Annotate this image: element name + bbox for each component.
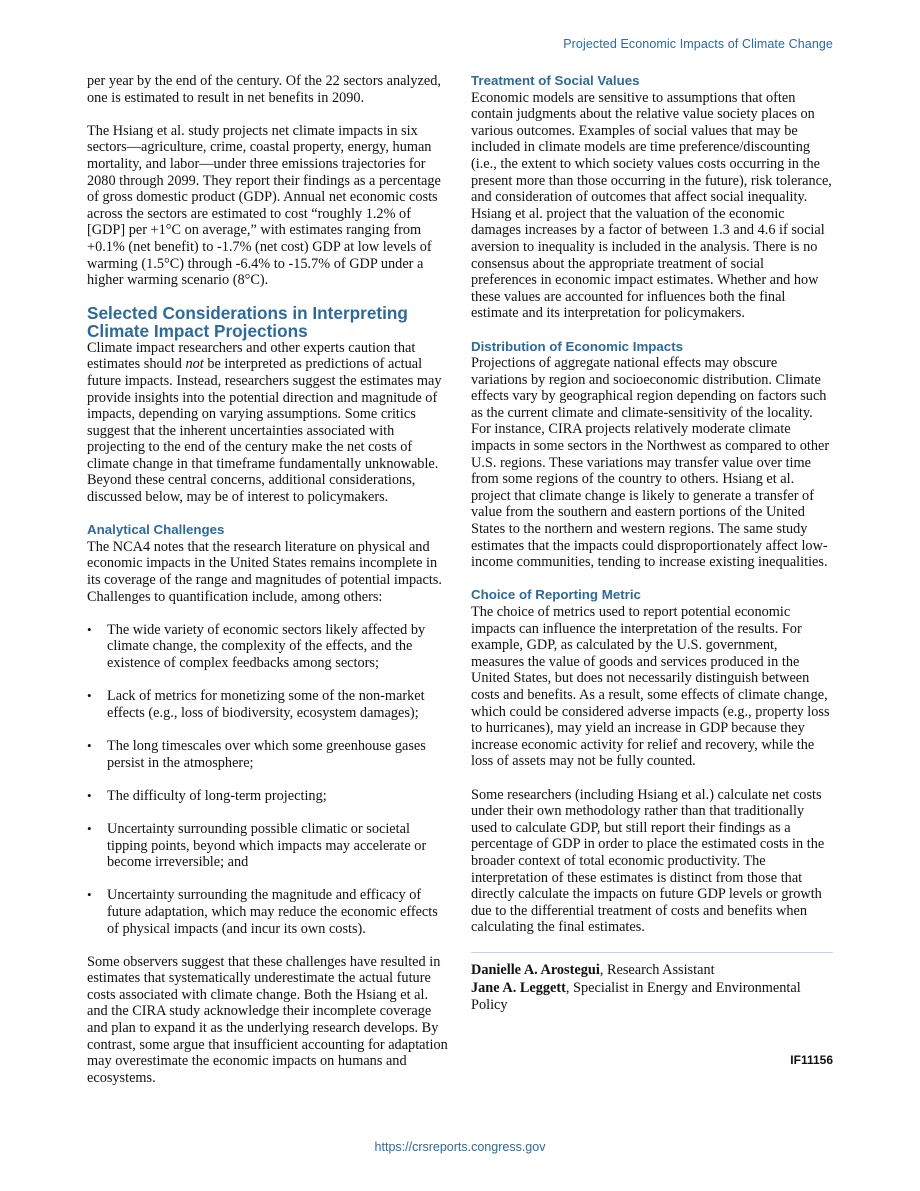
- emphasis-not: not: [185, 356, 204, 373]
- paragraph-observers: Some observers suggest that these challenges have resulted in estimates that systematically underestimate the actual future costs associated with climate change. Both the Hsiang et al. and the CIRA study acknowledge their incomplete coverage and plan to expand it as the underlying research develops. By contrast, some argue that insufficient accounting for adaptation may overestimate the economic impacts on humans and ecosystems.: [87, 953, 448, 1086]
- paragraph-metric-researchers: Some researchers (including Hsiang et al.) calculate net costs under their own methodology rather than that traditionally used to calculate GDP, but still report their findings as a percentage of GDP in order to place the estimated costs in the broader context of total economic productivity. The interpretation of these estimates is distinct from those that directly calculate the impacts on future GDP levels or growth due to the differential treatment of costs and benefits when calculating the final estimates.: [471, 786, 825, 936]
- paragraph-metric-gdp: The choice of metrics used to report potential economic impacts can influence the interpretation of the results. For example, GDP, as calculated by the U.S. government, measures the value of goods and services produced in the United States, but does not necessarily distinguish between costs and benefits. As a result, some effects of climate change, which could be considered adverse impacts (e.g., property loss to hurricanes), may yield an increase in GDP because they increase economic activity for relief and recovery, while the loss of assets may not be fully counted.: [471, 604, 830, 770]
- paragraph-distribution: Projections of aggregate national effects may obscure variations by region and socioeconomic distribution. Climate effects vary by geographical region depending on factors such as the current climate and climate-sensitivity of the locality. For instance, CIRA projects relatively moderate climate impacts in some sectors in the Northwest as compared to other U.S. regions. These variations may transfer value over time from some regions of the country to others. Hsiang et al. project that climate change is likely to generate a transfer of value from the southern and eastern portions of the United States to the northern and western regions. The same study estimates that the impacts could disproportionately affect low-income communities, tending to increase existing inequalities.: [471, 355, 830, 571]
- bullet-icon: •: [87, 820, 92, 836]
- paragraph-caution: Climate impact researchers and other experts caution that estimates should not be interpreted as predictions of actual future impacts. Instead, researchers suggest the estimates may provide insights into the potential direction and magnitude of impacts, depending on varying assumptions. Some critics suggest that the inherent uncertainties associated with projecting to the end of the century make the net costs of climate change in that timeframe fundamentally unknowable. Beyond these central concerns, additional considerations, discussed below, may be of interest to policymakers.: [87, 339, 442, 506]
- bullet-icon: •: [87, 688, 92, 704]
- running-head-title: Projected Economic Impacts of Climate Change: [563, 37, 833, 51]
- heading-selected-considerations: Selected Considerations in Interpreting Climate Impact Projections: [87, 303, 408, 341]
- challenges-list: [87, 622, 449, 937]
- list-item: • The long timescales over which some greenhouse gases persist in the atmosphere;: [87, 737, 426, 771]
- paragraph-social-values: Economic models are sensitive to assumptions that often contain judgments about the relative value society places on various outcomes. Examples of social values that may be included in climate models are time preference/discounting (i.e., the extent to which society values costs occurring in the present more than those occurring in the future), risk tolerance, and consideration of outcomes that affect social inequality. Hsiang et al. project that the valuation of the economic damages increases by a factor of between 1.3 and 4.6 if social aversion to inequality is included in the analysis. There is no consensus about the appropriate treatment of social preferences in economic impact estimates. Whether and how these values are accounted for influences both the final estimate and its interpretation for policymakers.: [471, 89, 832, 322]
- left-column: [87, 73, 449, 1103]
- bullet-icon: •: [87, 887, 92, 903]
- heading-distribution: Distribution of Economic Impacts: [471, 338, 684, 354]
- author-divider: [471, 952, 833, 953]
- heading-social-values: Treatment of Social Values: [471, 73, 640, 88]
- paragraph-nca4: The NCA4 notes that the research literature on physical and economic impacts in the United States remains incomplete in its coverage of the range and magnitudes of potential impacts. Challenges to quantification include, among others:: [87, 538, 442, 605]
- document-id: IF11156: [790, 1053, 833, 1067]
- heading-reporting-metric: Choice of Reporting Metric: [471, 587, 641, 603]
- list-item: • Uncertainty surrounding the magnitude and efficacy of future adaptation, which may reduce the economic effects of physical impacts (and incur its own costs).: [87, 887, 438, 937]
- author-line: Jane A. Leggett, Specialist in Energy and Environmental Policy: [471, 979, 801, 1014]
- author-name: Danielle A. Arostegui: [471, 962, 600, 979]
- heading-analytical-challenges: Analytical Challenges: [87, 522, 225, 538]
- paragraph-hsiang-study: The Hsiang et al. study projects net climate impacts in six sectors—agriculture, crime, coastal property, energy, human mortality, and labor—under three emissions trajectories for 2080 through 2099. They report their findings as a percentage of gross domestic product (GDP). Annual net economic costs across the sectors are estimated to cost “roughly 1.2% of [GDP] per +1°C on average,” with estimates ranging from +0.1% (net benefit) to -1.7% (net cost) GDP at low levels of warming (1.5°C) through -6.4% to -15.7% of GDP under a higher warming scenario (8°C).: [87, 122, 441, 289]
- paragraph-continuation: per year by the end of the century. Of the 22 sectors analyzed, one is estimated to result in net benefits in 2090.: [87, 73, 441, 106]
- list-item: • The wide variety of economic sectors likely affected by climate change, the complexity of the effects, and the existence of complex feedbacks among sectors;: [87, 621, 426, 671]
- bullet-icon: •: [87, 737, 92, 753]
- list-item: • The difficulty of long-term projecting;: [87, 787, 327, 804]
- footer-url-link[interactable]: https://crsreports.congress.gov: [374, 1140, 546, 1154]
- bullet-icon: •: [87, 787, 92, 803]
- author-name: Jane A. Leggett: [471, 979, 566, 996]
- right-column: [471, 73, 833, 1015]
- list-item: • Lack of metrics for monetizing some of the non-market effects (e.g., loss of biodiversity, ecosystem damages);: [87, 688, 425, 721]
- list-item: • Uncertainty surrounding possible climatic or societal tipping points, beyond which impacts may accelerate or become irreversible; and: [87, 820, 427, 871]
- author-line: Danielle A. Arostegui, Research Assistant: [471, 962, 715, 979]
- bullet-icon: •: [87, 621, 92, 637]
